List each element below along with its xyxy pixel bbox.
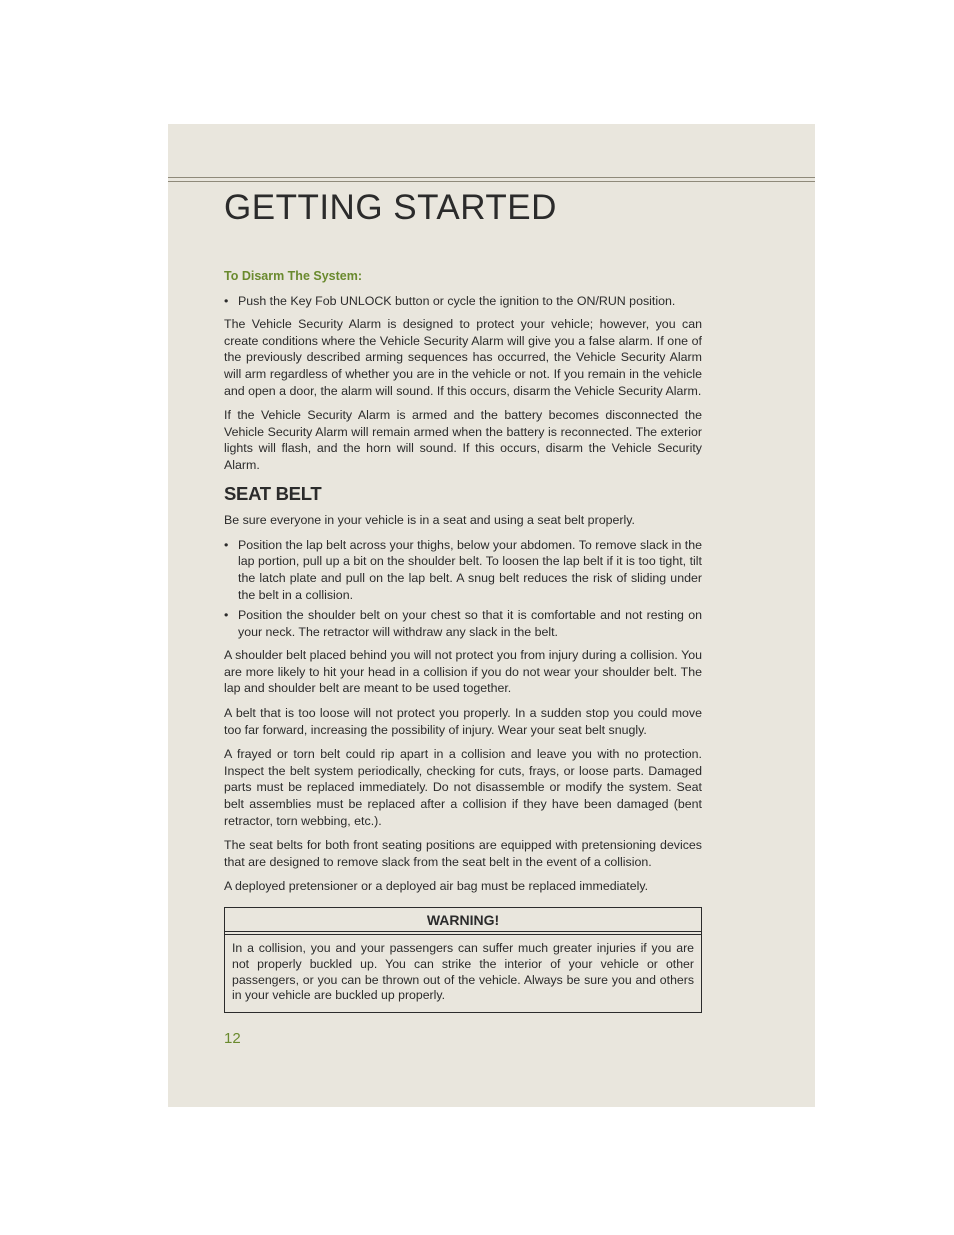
list-item [224,607,702,640]
warning-box [224,907,702,1013]
seat-belt-bullet-list [224,537,702,641]
paragraph: The seat belts for both front seating positions are equipped with pretensioning devices that are designed to remove slack from the seat belt in the event of a collision. [224,838,702,869]
bullet-icon: • [224,537,229,552]
paragraph: The Vehicle Security Alarm is designed to protect your vehicle; however, you can create conditions where the Vehicle Security Alarm will give you a false alarm. If one of the previously described arming sequences has occurred, the Vehicle Security Alarm will arm regardless of whether you are in the vehicle or not. If you remain in the vehicle and open a door, the alarm will sound. If this occurs, disarm the Vehicle Security Alarm. [224,317,702,398]
seat-belt-heading: SEAT BELT [224,482,322,504]
list-item-text: Position the lap belt across your thighs, below your abdomen. To remove slack in the lap portion, pull up a bit on the shoulder belt. To loosen the lap belt if it is too tight, tilt the latch plate and pull on the lap belt. A snug belt reduces the risk of sliding under the belt in a collision. [238,537,702,602]
paragraph: A frayed or torn belt could rip apart in a collision and leave you with no protection. Inspect the belt system periodically, checking for cuts, frays, or loose parts. Damaged parts must be replaced immediately. Do not disassemble or modify the system. Seat belt assemblies must be replaced after a collision if they have been damaged (bent retractor, torn webbing, etc.). [224,747,702,828]
header-rule-top [168,177,815,178]
chapter-title: GETTING STARTED [224,188,557,227]
list-item-text: Push the Key Fob UNLOCK button or cycle the ignition to the ON/RUN position. [238,293,676,308]
paragraph: Be sure everyone in your vehicle is in a seat and using a seat belt properly. [224,513,635,528]
paragraph: A belt that is too loose will not protect you properly. In a sudden stop you could move too far forward, increasing the possibility of injury. Wear your seat belt snugly. [224,706,702,737]
page-number: 12 [224,1030,241,1047]
paragraph: A shoulder belt placed behind you will not protect you from injury during a collision. You are more likely to hit your head in a collision if you do not wear your shoulder belt. The lap and shoulder belt are meant to be used together. [224,648,702,696]
bullet-icon: • [224,293,229,308]
header-rule-bottom [168,181,815,182]
list-item [224,537,702,603]
paragraph: A deployed pretensioner or a deployed air bag must be replaced immediately. [224,879,649,894]
warning-title: WARNING! [225,908,701,932]
bullet-icon: • [224,608,229,623]
warning-body: In a collision, you and your passengers can suffer much greater injuries if you are not properly buckled up. You can strike the interior of your vehicle or other passengers, or you can be thrown out of the vehicle. Always be sure you and others in your vehicle are buckled up properly. [232,941,694,1003]
list-item-text: Position the shoulder belt on your chest so that it is comfortable and not resting on your neck. The retractor will withdraw any slack in the belt. [238,608,702,639]
list-item [224,293,702,310]
manual-page [168,124,815,1107]
disarm-heading: To Disarm The System: [224,269,363,283]
paragraph: If the Vehicle Security Alarm is armed and the battery becomes disconnected the Vehicle Security Alarm will remain armed when the battery is reconnected. The exterior lights will flash, and the horn will sound. If this occurs, disarm the Vehicle Security Alarm. [224,408,702,472]
page-content [224,268,702,1013]
disarm-bullet-list [224,293,702,310]
